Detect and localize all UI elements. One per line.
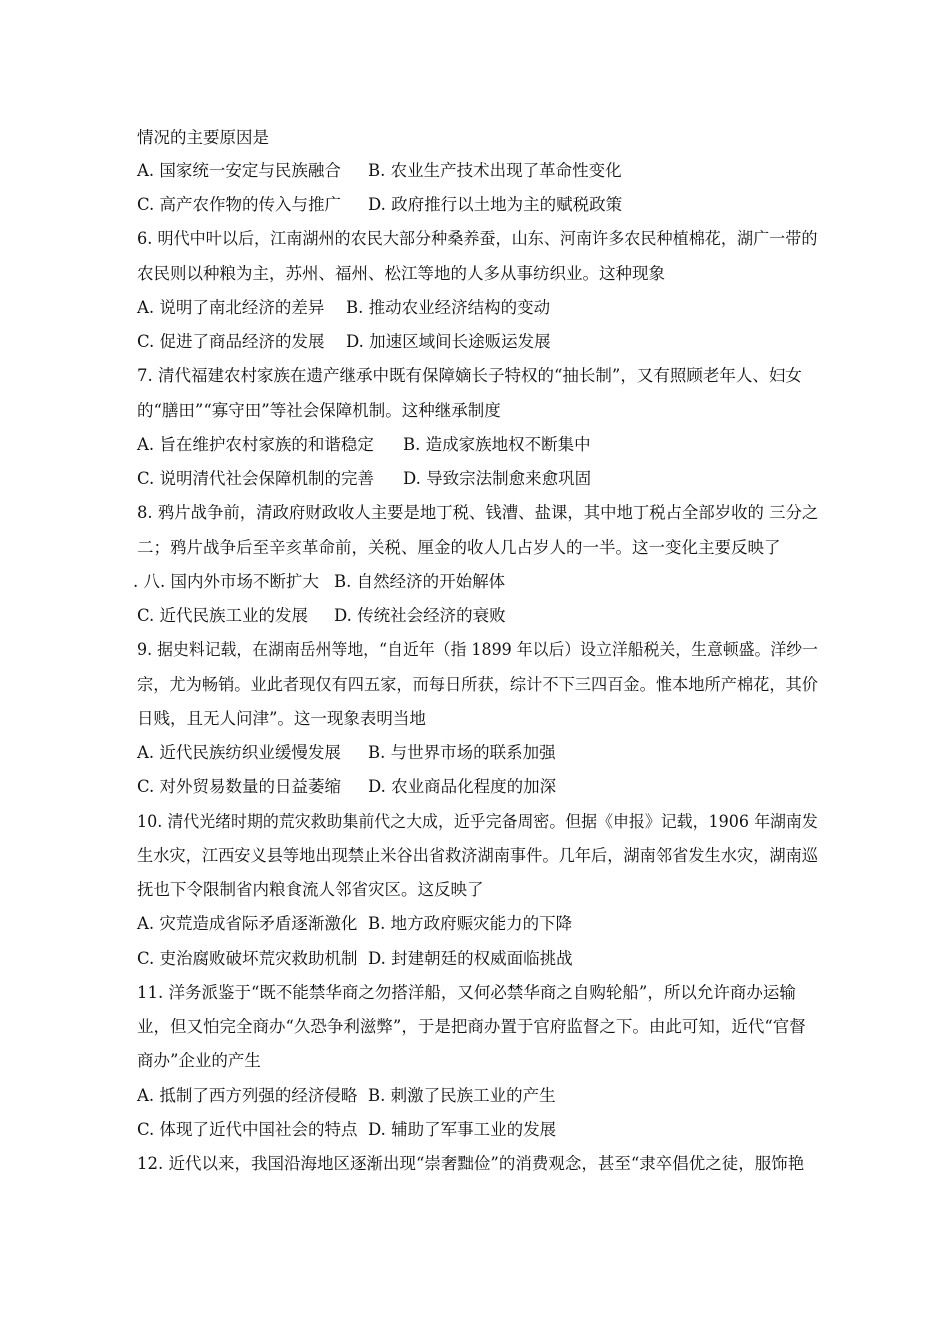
q6-option-a: A. 说明了南北经济的差异 [137,298,325,317]
q11-option-d: D. 辅助了军事工业的发展 [368,1120,557,1139]
q6-option-c: C. 促进了商品经济的发展 [137,332,325,351]
q8-option-d: D. 传统社会经济的衰败 [334,606,506,625]
q7-option-c: C. 说明清代社会保障机制的完善 [137,469,375,488]
q8-stem-line-2: 二；鸦片战争后至辛亥革命前，关税、厘金的收人几占岁人的一半。这一变化主要反映了 [137,538,781,557]
q8-stem-line-1: 8. 鸦片战争前，清政府财政收人主要是地丁税、钱漕、盐课，其中地丁税占全部岁收的 三分之 [137,503,819,522]
q5-option-b: B. 农业生产技术出现了革命性变化 [368,161,622,180]
q10-option-b: B. 地方政府赈灾能力的下降 [368,914,573,933]
q9-stem-line-3: 日贱，且无人问津”。这一现象表明当地 [137,709,426,728]
q8-option-c: C. 近代民族工业的发展 [137,606,309,625]
q7-stem-line-1: 7. 清代福建农村家族在遗产继承中既有保障嫡长子特权的“抽长制”，又有照顾老年人、妇女 [137,366,802,385]
q6-stem-line-1: 6. 明代中叶以后，江南湖州的农民大部分种桑养蚕，山东、河南许多农民种植棉花，湖广一带的 [137,229,818,248]
q7-option-a: A. 旨在维护农村家族的和谐稳定 [137,435,374,454]
q11-stem-line-2: 业，但又怕完全商办“久恐争利滋弊”，于是把商办置于官府监督之下。由此可知，近代“官督 [137,1017,806,1036]
q11-option-a: A. 抵制了西方列强的经济侵略 [137,1086,358,1105]
q9-option-a: A. 近代民族纺织业缓慢发展 [137,743,341,762]
q10-option-a: A. 灾荒造成省际矛盾逐渐激化 [137,914,358,933]
q6-stem-line-2: 农民则以种粮为主，苏州、福州、松江等地的人多从事纺织业。这种现象 [137,264,665,283]
q7-option-d: D. 导致宗法制愈来愈巩固 [403,469,592,488]
q11-option-b: B. 刺激了民族工业的产生 [368,1086,556,1105]
q11-option-c: C. 体现了近代中国社会的特点 [137,1120,358,1139]
q10-option-c: C. 吏治腐败破坏荒灾救助机制 [137,949,358,968]
q10-stem-line-2: 生水灾，江西安义县等地出现禁止米谷出省救济湖南事件。几年后，湖南邻省发生水灾，湖南巡 [137,846,819,865]
q11-stem-line-3: 商办”企业的产生 [137,1051,261,1070]
q7-option-b: B. 造成家族地权不断集中 [403,435,591,454]
q6-option-d: D. 加速区域间长途贩运发展 [346,332,551,351]
q5-option-c: C. 高产农作物的传入与推广 [137,195,342,214]
q9-option-c: C. 对外贸易数量的日益萎缩 [137,777,342,796]
q5-stem-tail: 情况的主要原因是 [137,128,269,147]
q11-stem-line-1: 11. 洋务派鉴于“既不能禁华商之勿搭洋船，又何必禁华商之自购轮船”，所以允许商办运输 [137,983,796,1002]
q5-option-d: D. 政府推行以土地为主的赋税政策 [368,195,623,214]
q9-option-b: B. 与世界市场的联系加强 [368,743,556,762]
q7-stem-line-2: 的“膳田”“寡守田”等社会保障机制。这种继承制度 [137,401,501,420]
q9-stem-line-2: 宗，尤为畅销。业此者现仅有四五家，而每日所获，综计不下三四百金。惟本地所产棉花，其价 [137,675,819,694]
q8-option-a: . 八. 国内外市场不断扩大 [133,572,319,591]
q5-option-a: A. 国家统一安定与民族融合 [137,161,341,180]
q12-stem-line-1: 12. 近代以来，我国沿海地区逐渐出现“崇奢黜俭”的消费观念，甚至“隶卒倡优之徒，服饰艳 [137,1154,805,1173]
q9-option-d: D. 农业商品化程度的加深 [368,777,557,796]
q8-option-b: B. 自然经济的开始解体 [334,572,506,591]
q9-stem-line-1: 9. 据史料记载，在湖南岳州等地，“自近年（指 1899 年以后）设立洋船税关，生意顿盛。洋纱一 [137,640,818,659]
q10-option-d: D. 封建朝廷的权威面临挑战 [368,949,573,968]
q10-stem-line-3: 抚也下令限制省内粮食流人邻省灾区。这反映了 [137,880,484,899]
q6-option-b: B. 推动农业经济结构的变动 [346,298,551,317]
q10-stem-line-1: 10. 清代光绪时期的荒灾救助集前代之大成，近乎完备周密。但据《申报》记载，1906 年湖南发 [137,812,818,831]
